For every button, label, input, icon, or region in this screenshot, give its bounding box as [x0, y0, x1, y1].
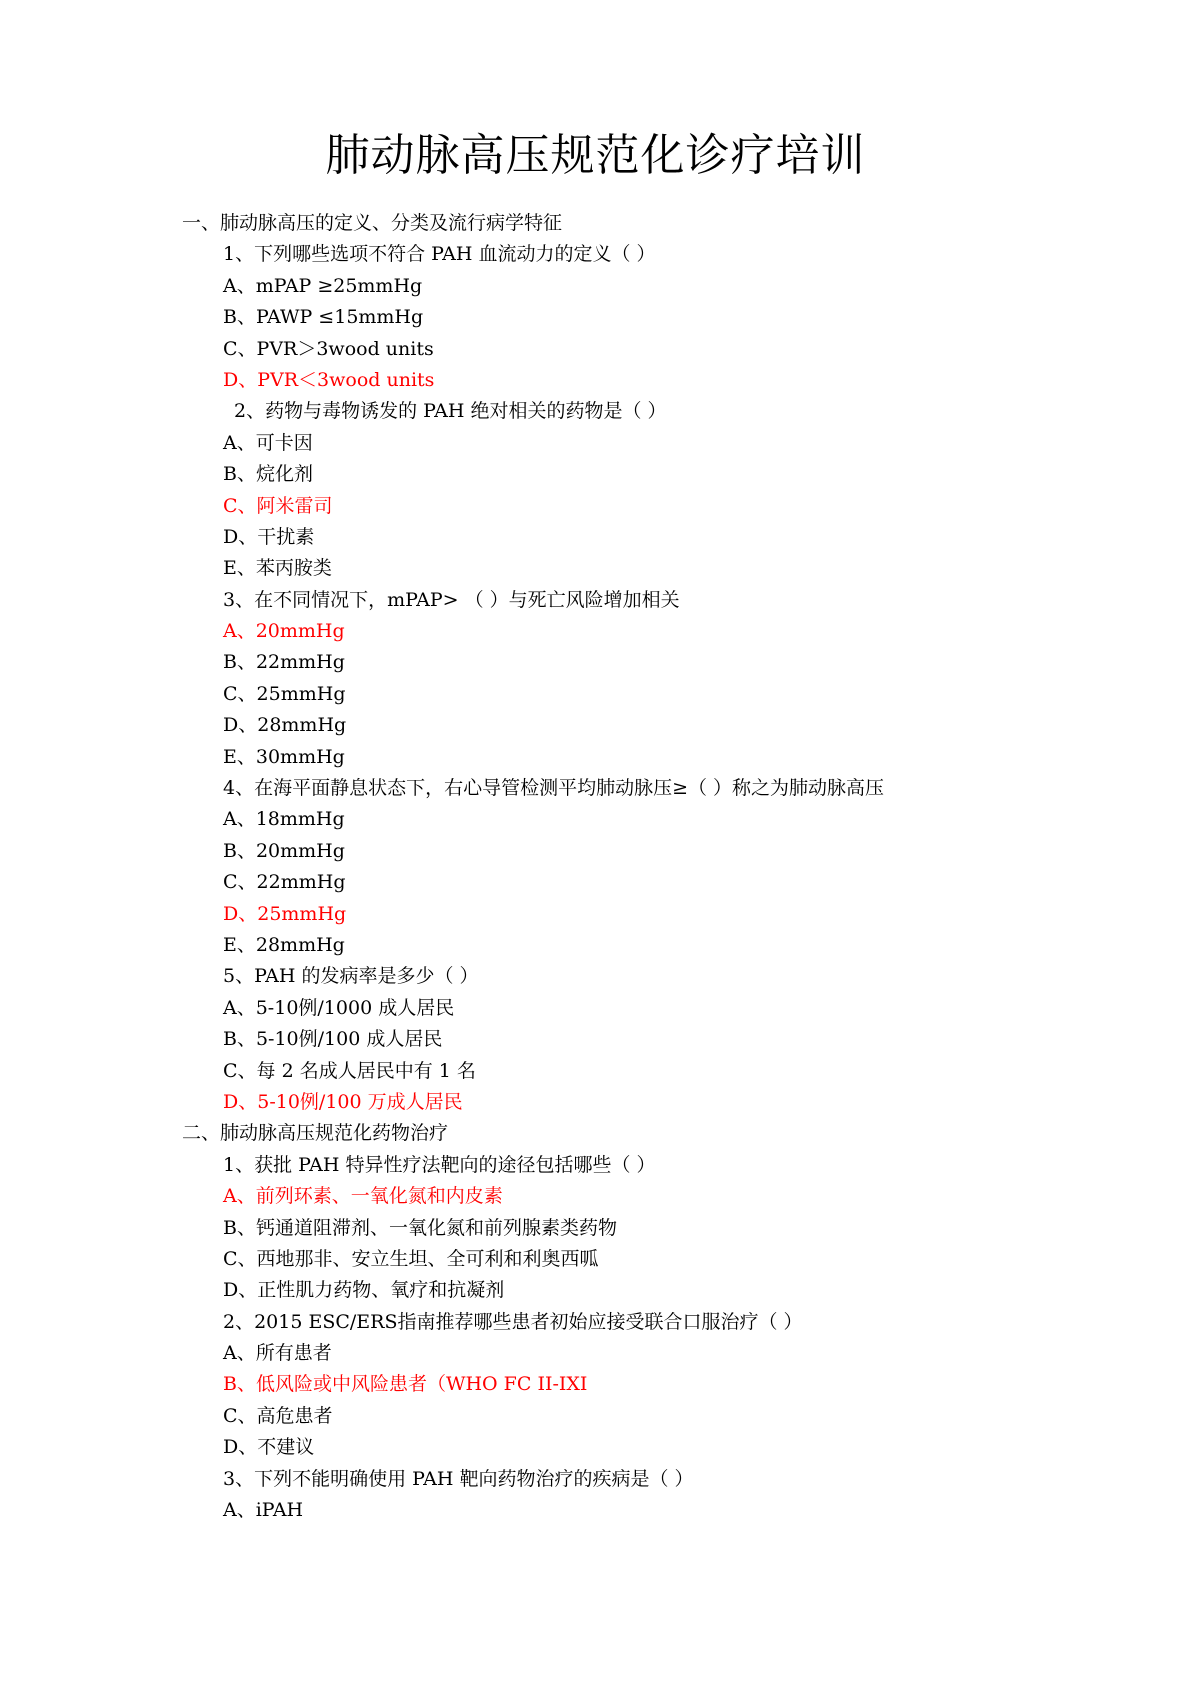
- question-text: 2、药物与毒物诱发的 PAH 绝对相关的药物是（ ）: [234, 400, 667, 423]
- answer-option: A、5-10例/1000 成人居民: [223, 996, 455, 1019]
- answer-option: D、不建议: [223, 1436, 315, 1459]
- answer-option: B、PAWP ≤15mmHg: [223, 306, 424, 329]
- answer-option: C、PVR＞3wood units: [223, 337, 434, 360]
- answer-option: C、25mmHg: [223, 682, 346, 705]
- answer-option-correct: A、前列环素、一氧化氮和内皮素: [223, 1185, 503, 1208]
- section-heading: 二、肺动脉高压规范化药物治疗: [182, 1122, 449, 1145]
- document-title: 肺动脉高压规范化诊疗培训: [325, 130, 866, 181]
- section-heading: 一、肺动脉高压的定义、分类及流行病学特征: [182, 212, 563, 234]
- question-text: 5、PAH 的发病率是多少（ ）: [223, 965, 479, 988]
- answer-option: D、正性肌力药物、氧疗和抗凝剂: [223, 1279, 505, 1302]
- question-text: 1、获批 PAH 特异性疗法靶向的途径包括哪些（ ）: [223, 1153, 656, 1176]
- answer-option: A、所有患者: [223, 1342, 332, 1365]
- question-list: [0, 208, 1191, 1526]
- question-text: 3、在不同情况下，mPAP> （ ）与死亡风险增加相关: [223, 588, 680, 611]
- question-text: 3、下列不能明确使用 PAH 靶向药物治疗的疾病是（ ）: [223, 1467, 694, 1490]
- answer-option: A、18mmHg: [223, 808, 345, 831]
- answer-option: C、西地那非、安立生坦、全可利和利奥西呱: [223, 1247, 599, 1270]
- answer-option-correct: A、20mmHg: [223, 620, 345, 643]
- question-text: 4、在海平面静息状态下，右心导管检测平均肺动脉压≥（ ）称之为肺动脉高压: [223, 777, 885, 800]
- answer-option: B、烷化剂: [223, 463, 313, 486]
- answer-option: B、22mmHg: [223, 651, 345, 674]
- answer-option: D、28mmHg: [223, 714, 347, 737]
- answer-option-correct: D、5-10例/100 万成人居民: [223, 1090, 463, 1113]
- answer-option-correct: C、阿米雷司: [223, 494, 333, 517]
- answer-option: B、钙通道阻滞剂、一氧化氮和前列腺素类药物: [223, 1216, 617, 1239]
- answer-option-correct: D、PVR＜3wood units: [223, 368, 435, 391]
- answer-option: E、28mmHg: [223, 933, 345, 956]
- answer-option: A、iPAH: [223, 1499, 304, 1522]
- question-text: 2、2015 ESC/ERS指南推荐哪些患者初始应接受联合口服治疗（ ）: [223, 1310, 803, 1333]
- answer-option-correct: D、25mmHg: [223, 902, 347, 925]
- answer-option: C、高危患者: [223, 1404, 333, 1427]
- answer-option: C、每 2 名成人居民中有 1 名: [223, 1059, 476, 1082]
- answer-option: B、20mmHg: [223, 839, 345, 862]
- answer-option: E、30mmHg: [223, 745, 345, 768]
- answer-option: A、mPAP ≥25mmHg: [223, 274, 423, 297]
- answer-option: B、5-10例/100 成人居民: [223, 1028, 443, 1051]
- answer-option-correct: B、低风险或中风险患者（WHO FC II-IXI: [223, 1373, 588, 1396]
- question-text: 1、下列哪些选项不符合 PAH 血流动力的定义（ ）: [223, 243, 656, 266]
- answer-option: C、22mmHg: [223, 871, 346, 894]
- answer-option: D、干扰素: [223, 525, 315, 548]
- answer-option: A、可卡因: [223, 431, 313, 454]
- answer-option: E、苯丙胺类: [223, 557, 332, 580]
